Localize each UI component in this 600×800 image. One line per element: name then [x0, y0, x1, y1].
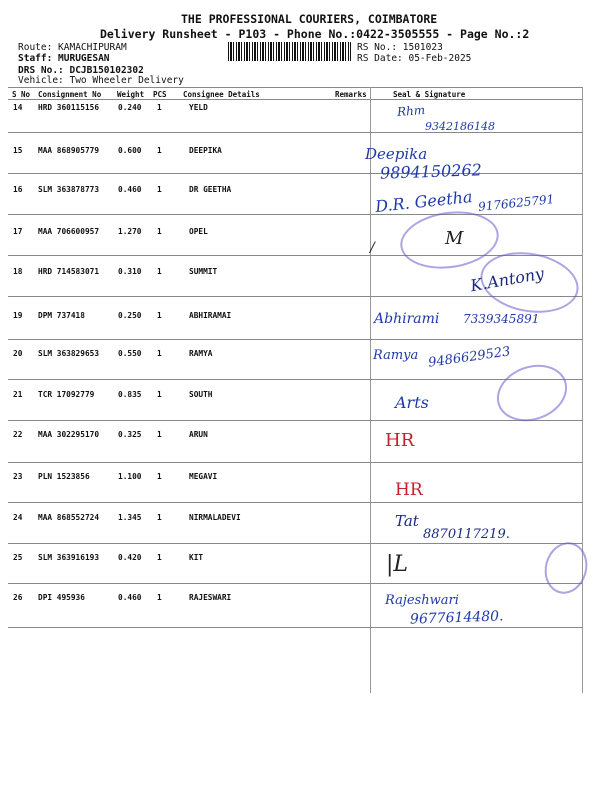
row-sno: 17 — [13, 227, 23, 236]
row-consignee: RAMYA — [189, 349, 213, 358]
handwritten-name: Deepika — [365, 145, 428, 163]
row-consignment-no: SLM 363916193 — [38, 553, 100, 562]
row-sno: 26 — [13, 593, 23, 602]
route: Route: KAMACHIPURAM — [18, 42, 127, 53]
row-separator — [8, 379, 582, 380]
handwritten-remark: HR — [385, 430, 415, 451]
row-pcs: 1 — [157, 593, 162, 602]
row-consignment-no: DPI 495936 — [38, 593, 85, 602]
row-pcs: 1 — [157, 472, 162, 481]
row-sno: 24 — [13, 513, 23, 522]
handwritten-signature: Rhm — [396, 103, 426, 119]
row-consignment-no: MAA 706600957 — [38, 227, 100, 236]
handwritten-phone: 9176625791 — [477, 192, 555, 214]
row-sno: 14 — [13, 103, 23, 112]
company-title: THE PROFESSIONAL COURIERS, COIMBATORE — [181, 12, 438, 26]
handwritten-signature: |L — [386, 552, 409, 577]
handwritten-name: Ramya — [373, 348, 419, 363]
row-consignee: MEGAVI — [189, 472, 218, 481]
row-weight: 0.550 — [118, 349, 142, 358]
row-consignee: NIRMALADEVI — [189, 513, 241, 522]
handwritten-signature: Tat — [395, 512, 419, 530]
handwritten-name: Abhirami — [374, 311, 440, 327]
row-weight: 0.310 — [118, 267, 142, 276]
row-consignment-no: HRD 714583071 — [38, 267, 100, 276]
handwritten-phone: 8870117219. — [423, 527, 510, 542]
row-consignee: ARUN — [189, 430, 208, 439]
row-consignee: KIT — [189, 553, 204, 562]
handwritten-name: Rajeshwari — [385, 593, 459, 608]
col-consignee: Consignee Details — [183, 90, 260, 99]
row-pcs: 1 — [157, 513, 162, 522]
drs-no: DRS No.: DCJB150102302 — [18, 65, 144, 76]
row-sno: 20 — [13, 349, 23, 358]
col-remarks: Remarks — [335, 90, 367, 99]
vehicle: Vehicle: Two Wheeler Delivery — [18, 75, 184, 86]
handwritten-phone: 9677614480. — [409, 608, 504, 628]
row-consignee: OPEL — [189, 227, 208, 236]
row-consignee: RAJESWARI — [189, 593, 232, 602]
row-consignee: SUMMIT — [189, 267, 218, 276]
row-weight: 0.460 — [118, 185, 142, 194]
rs-no: RS No.: 1501023 — [357, 42, 443, 53]
staff: Staff: MURUGESAN — [18, 53, 110, 64]
row-weight: 0.420 — [118, 553, 142, 562]
runsheet-title: Delivery Runsheet - P103 - Phone No.:0422-3505555 - Page No.:2 — [100, 27, 530, 41]
seal-stamp — [539, 537, 593, 598]
row-sno: 18 — [13, 267, 23, 276]
row-weight: 0.250 — [118, 311, 142, 320]
row-separator — [8, 543, 582, 544]
row-pcs: 1 — [157, 227, 162, 236]
row-pcs: 1 — [157, 390, 162, 399]
row-consignment-no: DPM 737418 — [38, 311, 85, 320]
row-sno: 19 — [13, 311, 23, 320]
row-consignment-no: TCR 17092779 — [38, 390, 95, 399]
row-separator — [8, 627, 582, 628]
handwritten-phone: 9486629523 — [427, 344, 512, 371]
row-weight: 0.325 — [118, 430, 142, 439]
row-pcs: 1 — [157, 146, 162, 155]
row-pcs: 1 — [157, 553, 162, 562]
row-separator — [8, 132, 582, 133]
row-sno: 25 — [13, 553, 23, 562]
table-right-edge — [582, 87, 583, 693]
col-consignment: Consignment No — [38, 90, 102, 99]
row-separator — [8, 583, 582, 584]
row-weight: 0.835 — [118, 390, 142, 399]
barcode — [228, 42, 351, 61]
row-weight: 0.240 — [118, 103, 142, 112]
row-separator — [8, 462, 582, 463]
remarks-divider — [370, 87, 371, 693]
row-pcs: 1 — [157, 349, 162, 358]
row-consignment-no: SLM 363829653 — [38, 349, 100, 358]
col-seal: Seal & Signature — [393, 90, 466, 99]
handwritten-mark: / — [370, 240, 375, 256]
col-pcs: PCS — [153, 90, 167, 99]
header-bottom-line — [8, 99, 582, 100]
handwritten-signature: Arts — [395, 393, 429, 412]
row-consignment-no: SLM 363878773 — [38, 185, 100, 194]
row-consignment-no: MAA 302295170 — [38, 430, 100, 439]
row-consignee: YELD — [189, 103, 208, 112]
rs-date: RS Date: 05-Feb-2025 — [357, 53, 472, 64]
row-sno: 23 — [13, 472, 23, 481]
row-sno: 15 — [13, 146, 23, 155]
row-consignee: DEEPIKA — [189, 146, 222, 155]
row-sno: 16 — [13, 185, 23, 194]
row-weight: 0.460 — [118, 593, 142, 602]
handwritten-phone: 7339345891 — [463, 312, 540, 326]
row-pcs: 1 — [157, 185, 162, 194]
handwritten-phone: 9894150262 — [379, 160, 483, 183]
row-separator — [8, 214, 582, 215]
row-consignee: ABHIRAMAI — [189, 311, 232, 320]
row-sno: 21 — [13, 390, 23, 399]
row-consignment-no: HRD 360115156 — [38, 103, 100, 112]
table-top-line — [8, 87, 582, 88]
handwritten-phone: 9342186148 — [425, 120, 495, 133]
row-separator — [8, 502, 582, 503]
row-separator — [8, 173, 582, 174]
row-weight: 1.345 — [118, 513, 142, 522]
row-weight: 1.270 — [118, 227, 142, 236]
handwritten-remark: HR — [395, 480, 423, 500]
row-consignment-no: MAA 868552724 — [38, 513, 100, 522]
row-consignment-no: PLN 1523856 — [38, 472, 90, 481]
row-consignment-no: MAA 868905779 — [38, 146, 100, 155]
row-weight: 0.600 — [118, 146, 142, 155]
col-weight: Weight — [117, 90, 145, 99]
row-pcs: 1 — [157, 267, 162, 276]
row-separator — [8, 339, 582, 340]
col-sno: S No — [12, 90, 31, 99]
row-sno: 22 — [13, 430, 23, 439]
row-consignee: SOUTH — [189, 390, 213, 399]
handwritten-signature: K.Antony — [468, 263, 546, 296]
row-pcs: 1 — [157, 103, 162, 112]
row-separator — [8, 420, 582, 421]
row-pcs: 1 — [157, 430, 162, 439]
handwritten-signature: M — [445, 228, 464, 249]
row-pcs: 1 — [157, 311, 162, 320]
row-weight: 1.100 — [118, 472, 142, 481]
row-consignee: DR GEETHA — [189, 185, 232, 194]
handwritten-name: D.R. Geetha — [374, 186, 474, 217]
